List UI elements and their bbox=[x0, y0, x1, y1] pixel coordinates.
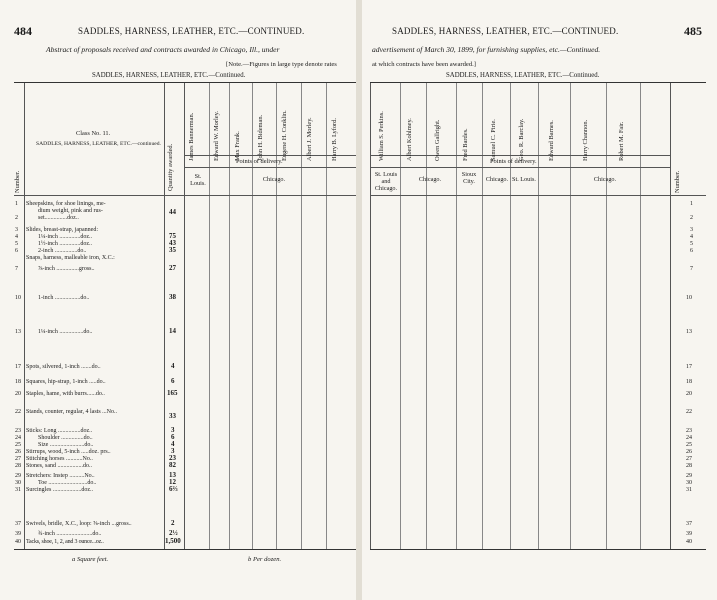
row-desc: ¾-inch ........................do.. bbox=[38, 531, 102, 537]
row-number: 40 bbox=[686, 539, 692, 545]
place-chicago-3: Chicago. bbox=[593, 176, 617, 183]
row-qty: 35 bbox=[169, 246, 176, 254]
row-qty: 14 bbox=[169, 327, 176, 335]
bidder-edward-morley: Edward W. Morley. bbox=[213, 111, 220, 161]
row-number: 1 bbox=[690, 201, 693, 207]
row-number: 24 bbox=[686, 435, 692, 441]
row-number: 31 bbox=[686, 487, 692, 493]
row-number: 40 bbox=[15, 539, 21, 545]
note: [Note.—Figures in large type denote rates bbox=[226, 61, 337, 68]
row-number: 10 bbox=[15, 295, 21, 301]
row-desc: Staples, hame, with burrs......do.. bbox=[26, 391, 105, 397]
row-desc: dium weight, pink and rus- bbox=[38, 208, 103, 214]
row-number: 23 bbox=[686, 428, 692, 434]
running-head: SADDLES, HARNESS, LEATHER, ETC.—CONTINUED. bbox=[78, 26, 305, 36]
abstract-caption: Abstract of proposals received and contracts awarded in Chicago, Ill., under bbox=[46, 45, 280, 54]
row-number: 13 bbox=[15, 329, 21, 335]
row-qty: 12 bbox=[169, 478, 176, 486]
row-number: 22 bbox=[686, 409, 692, 415]
row-number: 39 bbox=[686, 531, 692, 537]
number-header: Number. bbox=[674, 170, 681, 193]
row-qty: 2 bbox=[171, 519, 175, 527]
row-number: 4 bbox=[15, 234, 18, 240]
bidder-fair: Robert M. Fair. bbox=[618, 121, 625, 161]
subhead: SADDLES, HARNESS, LEATHER, ETC.—Continued. bbox=[446, 72, 600, 79]
row-desc: Size .......................do.. bbox=[38, 442, 94, 448]
row-qty: 43 bbox=[169, 239, 176, 247]
bidder-barclay: Geo. R. Barclay. bbox=[518, 118, 525, 161]
subhead: SADDLES, HARNESS, LEATHER, ETC.—Continued. bbox=[92, 72, 246, 79]
row-desc: Stones, sand .................do.. bbox=[26, 463, 92, 469]
row-number: 28 bbox=[15, 463, 21, 469]
row-desc: Stirrups, wood, 5-inch .....doz. prs.. bbox=[26, 449, 111, 455]
row-number: 27 bbox=[15, 456, 21, 462]
row-qty: 165 bbox=[167, 389, 178, 397]
row-desc: Sticks: Long ...............doz.. bbox=[26, 428, 93, 434]
row-desc: Tacks, shoe, 1, 2, and 3 ounce...oz.. bbox=[26, 539, 104, 545]
place-sioux-city: Sioux City. bbox=[461, 171, 477, 185]
row-number: 2 bbox=[690, 215, 693, 221]
row-desc: Stitching horses ...........No.. bbox=[26, 456, 93, 462]
bidder-gallright: Owen Gallright. bbox=[434, 119, 441, 161]
bidder-pirie: Samuel C. Pirie. bbox=[490, 119, 497, 161]
row-qty: 3 bbox=[171, 426, 175, 434]
page-number: 484 bbox=[14, 24, 32, 38]
row-number: 31 bbox=[15, 487, 21, 493]
row-desc: set...............doz.. bbox=[38, 215, 79, 221]
place-chicago: Chicago. bbox=[418, 176, 442, 183]
quantity-header: Quantity awarded. bbox=[167, 143, 174, 191]
bidder-max-frank: Max Frank. bbox=[234, 131, 241, 161]
row-qty: 23 bbox=[169, 454, 176, 462]
row-number: 20 bbox=[686, 391, 692, 397]
row-desc: ⅞-inch ...............gross.. bbox=[38, 266, 95, 272]
row-number: 30 bbox=[686, 480, 692, 486]
row-qty: 4 bbox=[171, 440, 175, 448]
footnote-b: b Per dozen. bbox=[248, 556, 282, 563]
bidder-conklin: Eugene H. Conklin. bbox=[281, 110, 288, 161]
row-desc: Stands, counter, regular, 4 lasts ...No.. bbox=[26, 409, 118, 415]
bidder-channon: Harry Channon. bbox=[582, 119, 589, 161]
row-number: 6 bbox=[690, 248, 693, 254]
place-st-louis-chicago: St. Louis and Chicago. bbox=[374, 171, 398, 192]
place-chicago: Chicago. bbox=[262, 176, 286, 183]
row-number: 27 bbox=[686, 456, 692, 462]
abstract-caption: advertisement of March 30, 1899, for furnishing supplies, etc.—Continued. bbox=[372, 45, 601, 54]
row-qty: 2½ bbox=[169, 529, 178, 537]
row-number: 30 bbox=[15, 480, 21, 486]
bidder-perkins: William S. Perkins. bbox=[378, 111, 385, 161]
row-qty: 6 bbox=[171, 433, 175, 441]
row-number: 24 bbox=[15, 435, 21, 441]
row-qty: 82 bbox=[169, 461, 176, 469]
row-desc: Toe ..........................do.. bbox=[38, 480, 97, 486]
row-desc: Snaps, harness, malleable iron, X.C.: bbox=[26, 255, 115, 261]
row-desc: Slides, breast-strap, japanned: bbox=[26, 227, 98, 233]
row-desc: Swivels, bridle, X.C., loop: ⅝-inch ...gross.. bbox=[26, 521, 132, 527]
row-number: 13 bbox=[686, 329, 692, 335]
row-number: 26 bbox=[15, 449, 21, 455]
row-qty: 33 bbox=[169, 412, 176, 420]
bidder-albert-morley: Albert J. Morley. bbox=[306, 117, 313, 161]
points-of-delivery: Points of delivery. bbox=[490, 158, 537, 165]
place-st-louis: St. Louis. bbox=[190, 173, 206, 187]
row-number: 5 bbox=[15, 241, 18, 247]
row-number: 10 bbox=[686, 295, 692, 301]
bidder-bideman: John H. Bideman. bbox=[257, 114, 264, 161]
number-header: Number. bbox=[14, 170, 21, 193]
row-desc: Shoulder ...............do.. bbox=[38, 435, 93, 441]
class-subtitle: SADDLES, HARNESS, LEATHER, ETC.—continued. bbox=[36, 141, 161, 147]
row-desc: Spots, silvered, 1-inch .......do.. bbox=[26, 364, 101, 370]
row-number: 23 bbox=[15, 428, 21, 434]
row-number: 25 bbox=[15, 442, 21, 448]
row-qty: 13 bbox=[169, 471, 176, 479]
row-number: 7 bbox=[690, 266, 693, 272]
row-desc: Surcingles ...................doz.. bbox=[26, 487, 93, 493]
points-of-delivery: Points of delivery. bbox=[236, 158, 283, 165]
place-st-louis: St. Louis. bbox=[512, 176, 536, 183]
row-number: 26 bbox=[686, 449, 692, 455]
right-page bbox=[362, 0, 717, 600]
row-qty: 6⅔ bbox=[169, 485, 178, 493]
row-qty: 3 bbox=[171, 447, 175, 455]
row-number: 22 bbox=[15, 409, 21, 415]
bidder-bardes: Fred Bardes. bbox=[462, 128, 469, 161]
footnote-a: a Square feet. bbox=[72, 556, 109, 563]
row-desc: 1½-inch ..............doz.. bbox=[38, 241, 92, 247]
row-qty: 27 bbox=[169, 264, 176, 272]
row-number: 25 bbox=[686, 442, 692, 448]
row-desc: 2-inch ...............do.. bbox=[38, 248, 87, 254]
row-desc: 1¼-inch ..............doz.. bbox=[38, 234, 92, 240]
row-number: 39 bbox=[15, 531, 21, 537]
row-number: 20 bbox=[15, 391, 21, 397]
row-desc: Sheepskins, for shoe linings, me- bbox=[26, 201, 106, 207]
row-number: 5 bbox=[690, 241, 693, 247]
page-number: 485 bbox=[684, 24, 702, 38]
row-number: 4 bbox=[690, 234, 693, 240]
row-number: 3 bbox=[15, 227, 18, 233]
row-qty: 44 bbox=[169, 208, 176, 216]
place-chicago-2: Chicago. bbox=[485, 176, 509, 183]
row-desc: Squares, hip-strap, 1-inch .....do.. bbox=[26, 379, 106, 385]
row-qty: 38 bbox=[169, 293, 176, 301]
bidder-kohlmey: Albert Kohlmey. bbox=[406, 118, 413, 161]
row-number: 18 bbox=[686, 379, 692, 385]
row-number: 2 bbox=[15, 215, 18, 221]
row-qty: 75 bbox=[169, 232, 176, 240]
bid-table-right bbox=[370, 82, 706, 550]
row-number: 7 bbox=[15, 266, 18, 272]
row-number: 37 bbox=[15, 521, 21, 527]
row-number: 18 bbox=[15, 379, 21, 385]
bidder-barnes: Edward Barnes. bbox=[548, 120, 555, 161]
class-title: Class No. 11. bbox=[76, 130, 111, 137]
row-number: 37 bbox=[686, 521, 692, 527]
note: at which contracts have been awarded.] bbox=[372, 61, 476, 68]
row-desc: Stretchers: Instep ..........No.. bbox=[26, 473, 95, 479]
row-qty: 1,500 bbox=[165, 537, 181, 545]
row-number: 17 bbox=[15, 364, 21, 370]
row-number: 29 bbox=[686, 473, 692, 479]
bidder-lyford: Harry B. Lyford. bbox=[331, 118, 338, 161]
row-qty: 4 bbox=[171, 362, 175, 370]
row-desc: 1-inch .................do.. bbox=[38, 295, 90, 301]
running-head: SADDLES, HARNESS, LEATHER, ETC.—CONTINUED. bbox=[392, 26, 619, 36]
row-number: 29 bbox=[15, 473, 21, 479]
row-number: 1 bbox=[15, 201, 18, 207]
row-desc: 1¼-inch ................do.. bbox=[38, 329, 93, 335]
row-number: 17 bbox=[686, 364, 692, 370]
bid-table-left bbox=[14, 82, 356, 550]
bidder-bannerman: James Bannerman. bbox=[188, 112, 195, 161]
row-number: 6 bbox=[15, 248, 18, 254]
row-qty: 6 bbox=[171, 377, 175, 385]
left-page bbox=[0, 0, 356, 600]
row-number: 3 bbox=[690, 227, 693, 233]
row-number: 28 bbox=[686, 463, 692, 469]
